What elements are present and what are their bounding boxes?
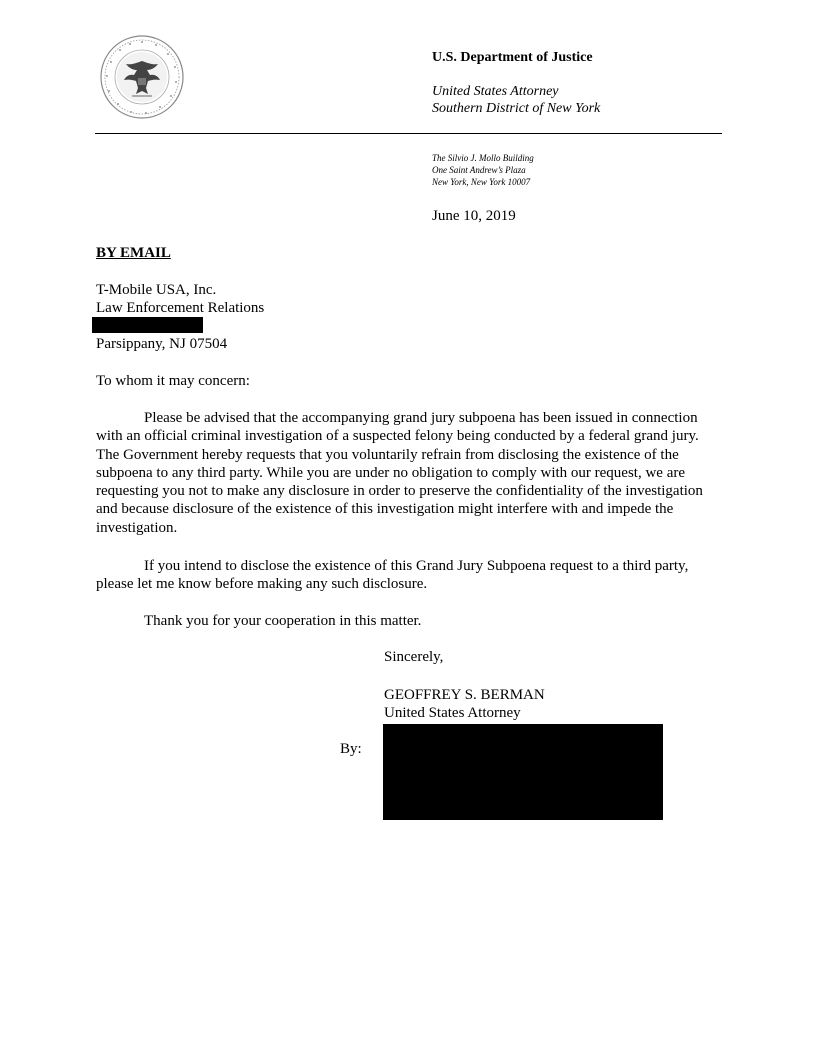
body-paragraph-3: Thank you for your cooperation in this matter. [144,613,422,629]
salutation: To whom it may concern: [96,373,250,389]
letter-date: June 10, 2019 [432,208,516,224]
signer-title: United States Attorney [384,705,521,721]
office-district: Southern District of New York [432,101,601,116]
address-line-2: One Saint Andrew’s Plaza [432,165,526,175]
address-line-3: New York, New York 10007 [432,177,531,187]
signer-name: GEOFFREY S. BERMAN [384,687,545,703]
office-address [432,152,534,188]
office-block [432,83,600,117]
by-label: By: [340,741,362,757]
recipient-line-4: Parsippany, NJ 07504 [96,336,228,352]
closing: Sincerely, [384,649,444,665]
department-name: U.S. Department of Justice [432,50,593,65]
delivery-method: BY EMAIL [96,245,171,261]
doj-seal-icon [96,34,188,120]
redaction-box-signature [383,724,663,820]
signer-block [384,686,545,722]
body-paragraph-1: Please be advised that the accompanying grand jury subpoena has been issued in connection with an official criminal investigation of a suspected felony being conducted by a federal grand jury. The Government hereby requests that you voluntarily refrain from disclosing the existence of the subpoena to any third party. While you are under no obligation to comply with our request, we are requesting you not to make any disclosure in order to preserve the confidentiality of the investigation and because disclosure of the existence of this investigation might interfere with and impede the investigation. [96,410,703,536]
redaction-box-address [92,317,203,333]
address-line-1: The Silvio J. Mollo Building [432,153,534,163]
office-title: United States Attorney [432,84,559,99]
letterhead-rule [95,133,722,134]
recipient-line-2: Law Enforcement Relations [96,300,265,316]
body-paragraph-2: If you intend to disclose the existence of this Grand Jury Subpoena request to a third party, please let me know before making any such disclosure. [96,558,689,593]
recipient-line-1: T-Mobile USA, Inc. [96,282,217,298]
